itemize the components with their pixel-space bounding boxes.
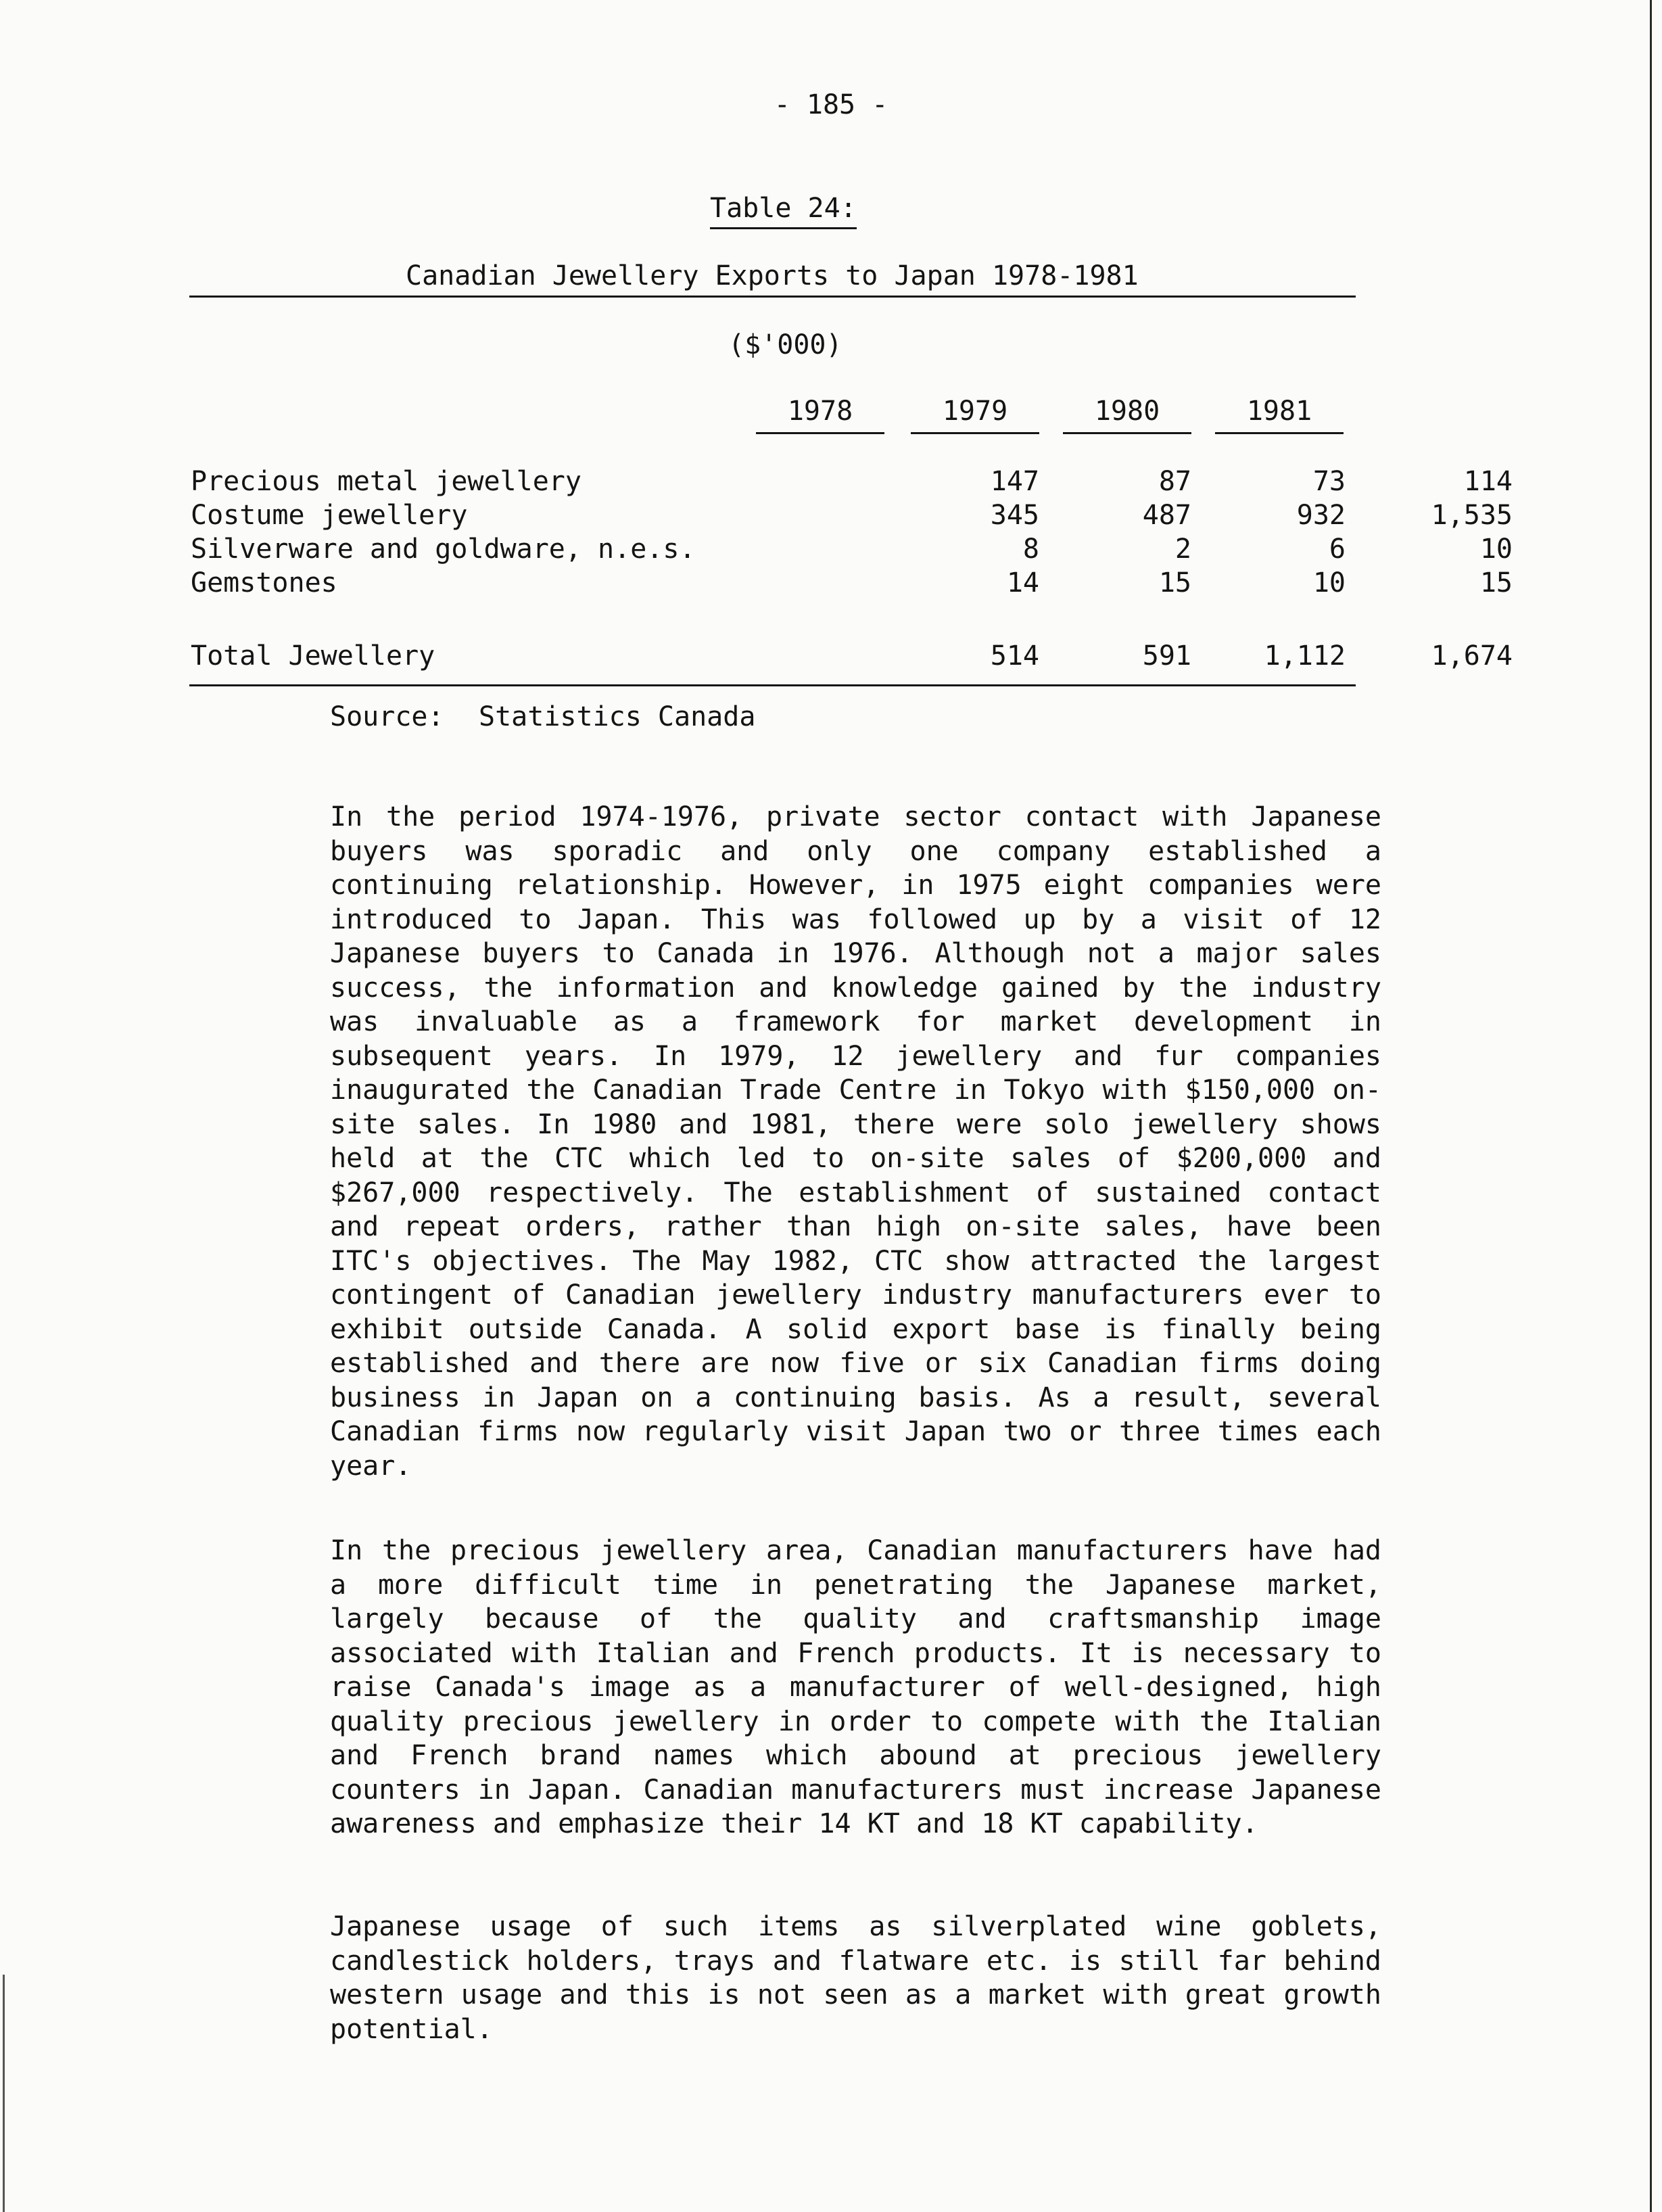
cell-1981: 1,535: [1431, 500, 1513, 531]
page-right-edge-shadow: [1650, 0, 1652, 2212]
table-row-costume: [191, 498, 1513, 532]
cell-1979: 2: [1174, 534, 1191, 565]
row-label: Silverware and goldware, n.e.s.: [191, 534, 696, 565]
cell-1978: 147: [990, 466, 1039, 497]
source-label: Source:: [330, 701, 444, 732]
row-label: Total Jewellery: [191, 640, 435, 672]
cell-1980: 73: [1312, 466, 1346, 497]
table-row-total: [191, 639, 1513, 673]
cell-1979: 15: [1158, 567, 1191, 598]
column-header-1978: 1978: [756, 396, 884, 434]
cell-1978: 8: [1022, 534, 1039, 565]
cell-1980: 6: [1329, 534, 1346, 565]
table-row-precious-metal: [191, 465, 1513, 498]
paragraph-2: In the precious jewellery area, Canadian manufacturers have had a more difficult time in penetrating the Japanese market, largely because of the quality and craftsmanship image associated with Italian and French products. It is necessary to raise Canada's image as a manufacturer of well-designed, high quality precious jewellery in order to compete with the Italian and French brand names which abound at precious jewellery counters in Japan. Canadian manufacturers must increase Japanese awareness and emphasize their 14 KT and 18 KT capability.: [330, 1535, 1381, 1839]
table-label: [710, 193, 857, 229]
paragraph-1: In the period 1974-1976, private sector contact with Japanese buyers was sporadic and only one company established a continuing relationship. However, in 1975 eight companies were introduced to Japan. This was followed up by a visit of 12 Japanese buyers to Canada in 1976. Although not a major sales success, the information and knowledge gained by the industry was invaluable as a framework for market development in subsequent years. In 1979, 12 jewellery and fur companies inaugurated the Canadian Trade Centre in Tokyo with $150,000 on-site sales. In 1980 and 1981, there were solo jewellery shows held at the CTC which led to on-site sales of $200,000 and $267,000 respectively. The establishment of sustained contact and repeat orders, rather than high on-site sales, have been ITC's objectives. The May 1982, CTC show attracted the largest contingent of Canadian jewellery industry manufacturers ever to exhibit outside Canada. A solid export base is finally being established and there are now five or six Canadian firms doing business in Japan on a continuing basis. As a result, several Canadian firms now regularly visit Japan two or three times each year.: [330, 801, 1381, 1482]
paragraph-3: Japanese usage of such items as silverplated wine goblets, candlestick holders, trays and flatware etc. is still far behind western usage and this is not seen as a market with great growth potential.: [330, 1911, 1381, 2045]
column-header-1981: 1981: [1215, 396, 1344, 434]
row-label: Gemstones: [191, 567, 337, 598]
table-top-rule: [189, 296, 1356, 298]
page-number: - 185 -: [774, 89, 888, 120]
table-units: ($'000): [728, 329, 842, 360]
table-bottom-rule: [189, 684, 1356, 686]
cell-1978: 514: [990, 640, 1039, 672]
cell-1980: 932: [1296, 500, 1346, 531]
cell-1979: 87: [1158, 466, 1191, 497]
page-left-edge-shadow: [3, 1975, 5, 2212]
cell-1981: 114: [1463, 466, 1513, 497]
cell-1981: 15: [1479, 567, 1513, 598]
cell-1981: 10: [1479, 534, 1513, 565]
table-source: [330, 701, 755, 732]
table-title: Canadian Jewellery Exports to Japan 1978-1981: [406, 260, 1139, 291]
table-row-gemstones: [191, 566, 1513, 600]
cell-1978: 14: [1006, 567, 1039, 598]
column-header-1979: 1979: [911, 396, 1039, 434]
cell-1979: 591: [1142, 640, 1191, 672]
cell-1978: 345: [990, 500, 1039, 531]
table-row-silverware: [191, 532, 1513, 566]
cell-1979: 487: [1142, 500, 1191, 531]
row-label: Precious metal jewellery: [191, 466, 581, 497]
source-value: Statistics Canada: [479, 701, 756, 732]
row-label: Costume jewellery: [191, 500, 468, 531]
cell-1980: 10: [1312, 567, 1346, 598]
cell-1980: 1,112: [1264, 640, 1346, 672]
column-header-1980: 1980: [1063, 396, 1191, 434]
table-label-text: Table 24:: [710, 193, 857, 229]
cell-1981: 1,674: [1431, 640, 1513, 672]
